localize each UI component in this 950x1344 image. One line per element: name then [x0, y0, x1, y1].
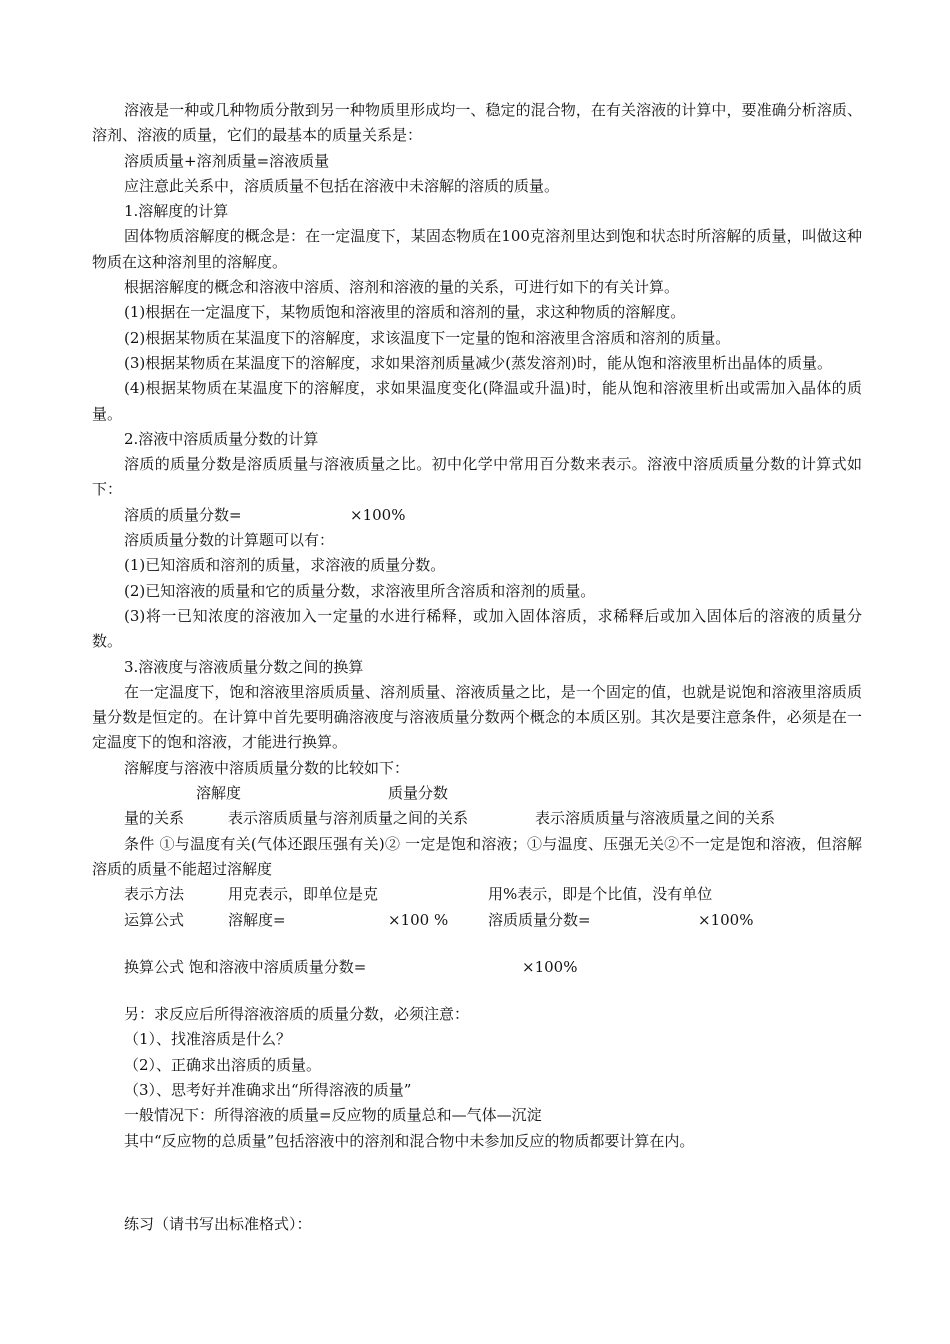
list-item-4: (4)根据某物质在某温度下的溶解度，求如果温度变化(降温或升温)时，能从饱和溶液里析出或需加入晶体的质量。	[92, 379, 862, 423]
spacer	[92, 933, 862, 955]
compare-method-solubility: 用克表示，即单位是克	[228, 885, 379, 904]
paragraph-solubility-definition: 固体物质溶解度的概念是：在一定温度下，某固态物质在100克溶剂里达到饱和状态时所溶解的质量，叫做这种物质在这种溶剂里的溶解度。	[92, 227, 862, 271]
compare-relation-solubility: 表示溶质质量与溶剂质量之间的关系	[228, 809, 469, 828]
conversion-formula-factor: ×100%	[522, 957, 578, 976]
paragraph-problem-types: 溶质质量分数的计算题可以有：	[124, 531, 335, 550]
compare-header-mass-fraction: 质量分数	[388, 784, 449, 803]
paragraph-conversion: 在一定温度下，饱和溶液里溶质质量、溶剂质量、溶液质量之比，是一个固定的值，也就是说饱和溶液里溶质质量分数是恒定的。在计算中首先要明确溶液度与溶液质量分数两个概念的本质区别。其次是要注意条件，必须是在一定温度下的饱和溶液，才能进行换算。	[92, 682, 862, 752]
section-heading-solubility: 1.溶解度的计算	[124, 202, 229, 221]
document-body	[92, 98, 862, 1237]
paragraph-additional-note: 另：求反应后所得溶液溶质的质量分数，必须注意：	[124, 1005, 470, 1024]
compare-relation-label: 量的关系	[124, 809, 185, 828]
paragraph-intro: 溶液是一种或几种物质分散到另一种物质里形成均一、稳定的混合物，在有关溶液的计算中，要准确分析溶质、溶剂、溶液的质量，它们的最基本的质量关系是：	[92, 101, 862, 145]
compare-header-solubility: 溶解度	[196, 784, 242, 803]
section-heading-mass-fraction: 2.溶液中溶质质量分数的计算	[124, 429, 319, 448]
conversion-formula-row	[92, 955, 862, 980]
compare-formula-row	[92, 908, 862, 933]
compare-method-row	[92, 882, 862, 907]
list-item-1: (1)根据在一定温度下，某物质饱和溶液里的溶质和溶剂的量，求这种物质的溶解度。	[124, 303, 686, 322]
compare-method-label: 表示方法	[124, 885, 185, 904]
formula-label: 溶质的质量分数=	[124, 505, 242, 524]
formula-mass-fraction	[92, 503, 862, 528]
compare-formula-mass-fraction: 溶质质量分数=	[488, 910, 591, 929]
spacer	[92, 1154, 862, 1212]
problem-type-2: (2)已知溶液的质量和它的质量分数，求溶液里所含溶质和溶剂的质量。	[124, 581, 596, 600]
spacer	[92, 980, 862, 1002]
problem-type-3: (3)将一已知浓度的溶液加入一定量的水进行稀释，或加入固体溶质，求稀释后或加入固体后的溶液的质量分数。	[92, 606, 862, 651]
compare-formula-mass-fraction-factor: ×100%	[698, 910, 754, 929]
formula-factor: ×100%	[350, 505, 406, 524]
exercise-heading: 练习（请书写出标准格式）：	[124, 1214, 312, 1233]
note-item-3: （3）、思考好并准确求出“所得溶液的质量”	[124, 1080, 412, 1099]
compare-header-row	[92, 781, 862, 806]
compare-relation-mass-fraction: 表示溶质质量与溶液质量之间的关系	[535, 809, 776, 828]
compare-method-mass-fraction: 用%表示，即是个比值，没有单位	[488, 885, 713, 904]
problem-type-1: (1)已知溶质和溶剂的质量，求溶液的质量分数。	[124, 556, 446, 575]
paragraph-general-case: 一般情况下：所得溶液的质量=反应物的质量总和—气体—沉淀	[124, 1106, 542, 1125]
compare-relation-row	[92, 806, 862, 831]
compare-formula-solubility-factor: ×100 %	[388, 910, 449, 929]
compare-formula-solubility: 溶解度=	[228, 910, 286, 929]
list-item-2: (2)根据某物质在某温度下的溶解度，求该温度下一定量的饱和溶液里含溶质和溶剂的质量。	[124, 328, 731, 347]
paragraph-note: 应注意此关系中，溶质质量不包括在溶液中未溶解的溶质的质量。	[124, 176, 560, 195]
conversion-formula-label: 换算公式 饱和溶液中溶质质量分数=	[124, 957, 367, 976]
paragraph-mass-fraction-definition: 溶质的质量分数是溶质质量与溶液质量之比。初中化学中常用百分数来表示。溶液中溶质质量分数的计算式如下：	[92, 455, 862, 499]
note-item-1: （1）、找准溶质是什么？	[124, 1030, 292, 1049]
paragraph-calc-intro: 根据溶解度的概念和溶液中溶质、溶剂和溶液的量的关系，可进行如下的有关计算。	[124, 278, 680, 297]
note-item-2: （2）、正确求出溶质的质量。	[124, 1055, 322, 1074]
paragraph-total-mass-note: 其中“反应物的总质量”包括溶液中的溶剂和混合物中未参加反应的物质都要计算在内。	[124, 1131, 695, 1150]
paragraph-mass-relation: 溶质质量+溶剂质量=溶液质量	[124, 151, 330, 170]
section-heading-conversion: 3.溶液度与溶液质量分数之间的换算	[124, 657, 364, 676]
paragraph-comparison-intro: 溶解度与溶液中溶质质量分数的比较如下：	[124, 758, 410, 777]
list-item-3: (3)根据某物质在某温度下的溶解度，求如果溶剂质量减少(蒸发溶剂)时，能从饱和溶液里析出晶体的质量。	[124, 353, 832, 372]
compare-condition-row: 条件 ①与温度有关(气体还跟压强有关)② 一定是饱和溶液；①与温度、压强无关②不一定是饱和溶液，但溶解溶质的质量不能超过溶解度	[92, 834, 862, 878]
compare-formula-label: 运算公式	[124, 910, 185, 929]
